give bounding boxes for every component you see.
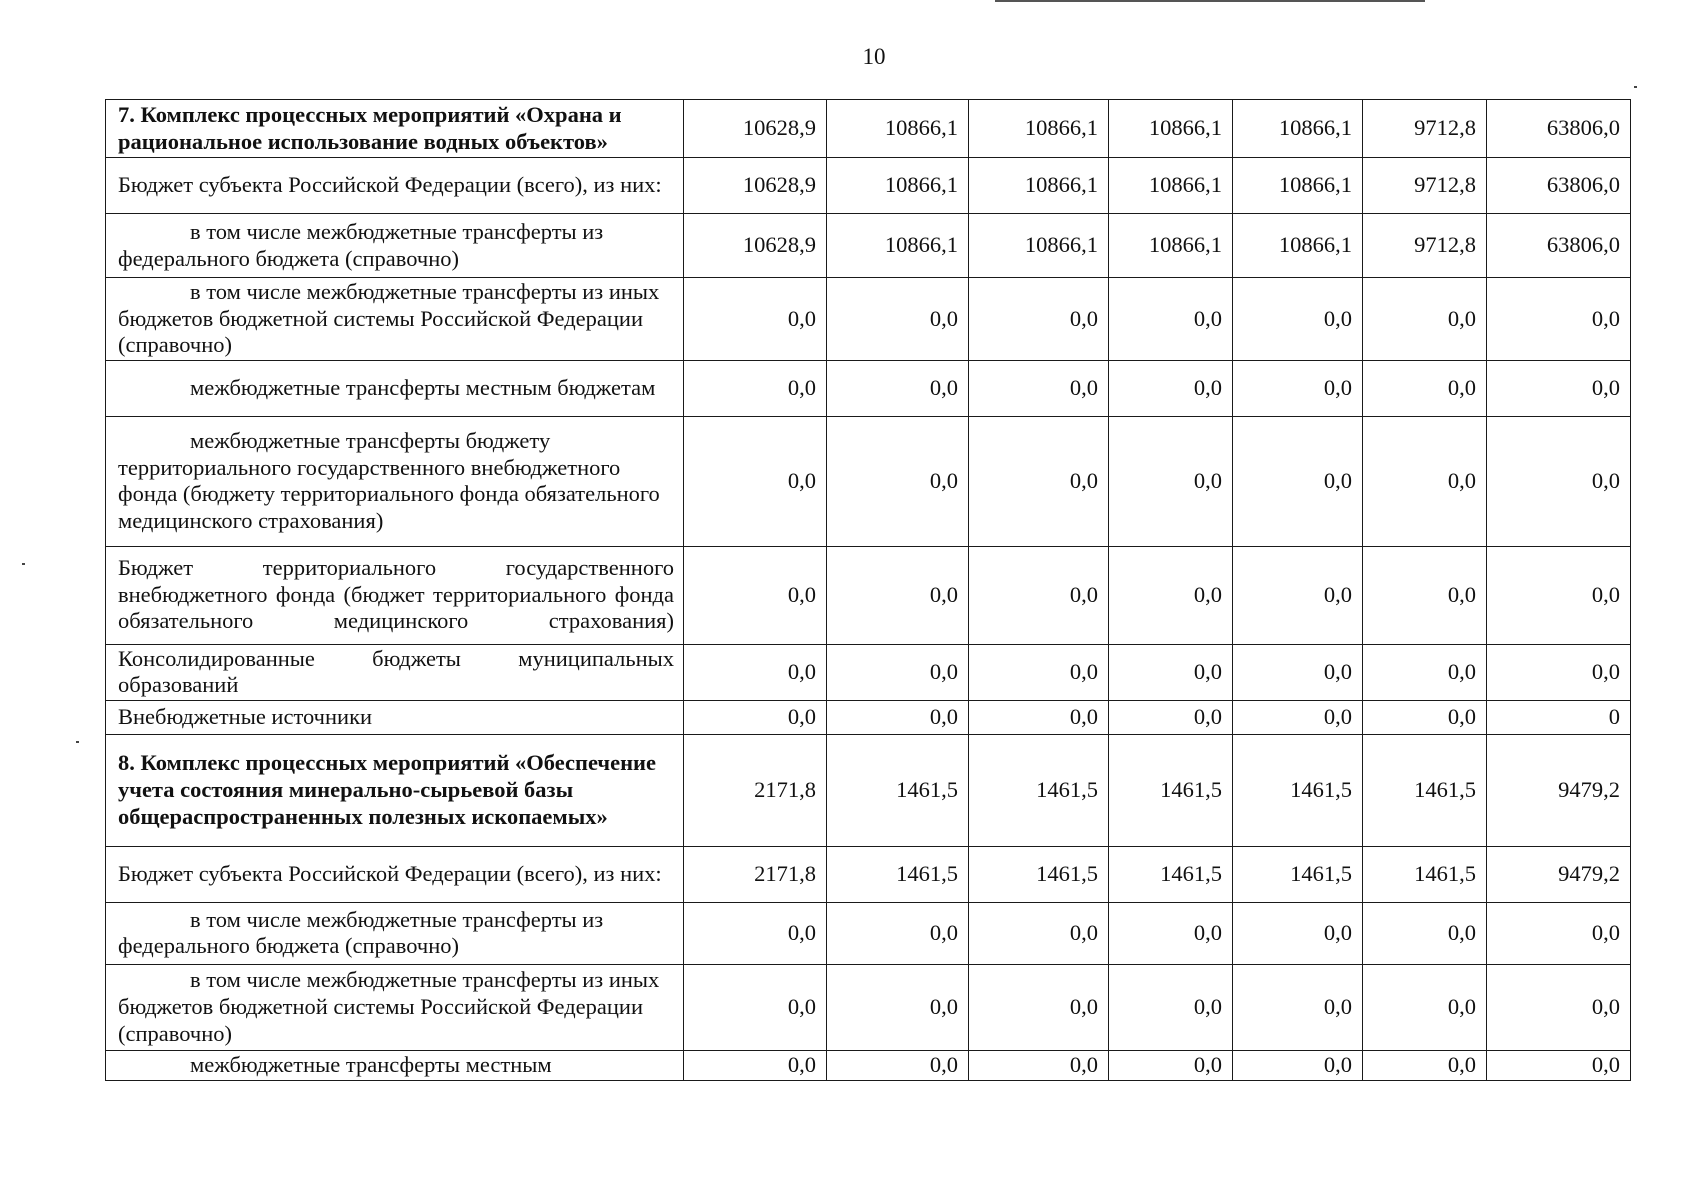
- value-cell: 0,0: [684, 644, 827, 700]
- row-label: межбюджетные трансферты бюджету территориального государственного внебюджетного фонда (бюджету территориального фонда обязательного медицинского страхования): [106, 416, 684, 546]
- value-cell: 0,0: [1487, 278, 1631, 361]
- value-cell: 1461,5: [969, 846, 1109, 902]
- value-cell: 0,0: [1363, 278, 1487, 361]
- value-cell: 0,0: [1109, 546, 1233, 644]
- value-cell: 0,0: [1363, 416, 1487, 546]
- value-cell: 0,0: [969, 278, 1109, 361]
- row-label: Бюджет территориального государственного внебюджетного фонда (бюджет территориального фонда обязательного медицинского страхования): [106, 546, 684, 644]
- value-cell: 10866,1: [827, 214, 969, 278]
- row-label: Консолидированные бюджеты муниципальных образований: [106, 644, 684, 700]
- value-cell: 0,0: [684, 964, 827, 1050]
- table-row: [106, 546, 1631, 644]
- value-cell: 0,0: [827, 360, 969, 416]
- value-cell: 0,0: [969, 546, 1109, 644]
- table-row: [106, 278, 1631, 361]
- value-cell: 0,0: [1487, 1050, 1631, 1080]
- value-cell: 0,0: [1487, 644, 1631, 700]
- value-cell: 9712,8: [1363, 100, 1487, 158]
- row-label: Внебюджетные источники: [106, 700, 684, 734]
- value-cell: 10628,9: [684, 100, 827, 158]
- value-cell: 0,0: [969, 700, 1109, 734]
- table-row: [106, 214, 1631, 278]
- row-label: 8. Комплекс процессных мероприятий «Обеспечение учета состояния минерально-сырьевой базы общераспространенных полезных ископаемых»: [106, 734, 684, 846]
- value-cell: 0,0: [969, 964, 1109, 1050]
- value-cell: 1461,5: [1233, 734, 1363, 846]
- row-label: Бюджет субъекта Российской Федерации (всего), из них:: [106, 846, 684, 902]
- value-cell: 9712,8: [1363, 214, 1487, 278]
- row-label: 7. Комплекс процессных мероприятий «Охрана и рациональное использование водных объектов»: [106, 100, 684, 158]
- value-cell: 0,0: [1109, 644, 1233, 700]
- value-cell: 0,0: [827, 1050, 969, 1080]
- table-row: [106, 700, 1631, 734]
- value-cell: 0,0: [684, 1050, 827, 1080]
- value-cell: 0,0: [969, 902, 1109, 964]
- value-cell: 10866,1: [1233, 214, 1363, 278]
- value-cell: 0,0: [684, 902, 827, 964]
- value-cell: 0,0: [827, 964, 969, 1050]
- value-cell: 0,0: [1233, 964, 1363, 1050]
- value-cell: 0,0: [1233, 278, 1363, 361]
- value-cell: 1461,5: [1109, 734, 1233, 846]
- value-cell: 0,0: [969, 360, 1109, 416]
- value-cell: 0,0: [1363, 644, 1487, 700]
- value-cell: 0,0: [684, 360, 827, 416]
- value-cell: 0,0: [827, 700, 969, 734]
- value-cell: 0,0: [1363, 546, 1487, 644]
- row-label: Бюджет субъекта Российской Федерации (всего), из них:: [106, 158, 684, 214]
- value-cell: 1461,5: [1363, 734, 1487, 846]
- value-cell: 0,0: [1109, 964, 1233, 1050]
- value-cell: 0,0: [969, 644, 1109, 700]
- value-cell: 0,0: [827, 902, 969, 964]
- value-cell: 1461,5: [1363, 846, 1487, 902]
- row-label: межбюджетные трансферты местным бюджетам: [106, 360, 684, 416]
- value-cell: 0,0: [684, 278, 827, 361]
- value-cell: 0,0: [969, 1050, 1109, 1080]
- value-cell: 0,0: [1109, 278, 1233, 361]
- value-cell: 0,0: [1487, 360, 1631, 416]
- value-cell: 0,0: [1487, 546, 1631, 644]
- value-cell: 0,0: [1233, 700, 1363, 734]
- scan-speck: [76, 741, 79, 743]
- value-cell: 0,0: [684, 546, 827, 644]
- value-cell: 0,0: [684, 700, 827, 734]
- value-cell: 0,0: [1233, 360, 1363, 416]
- value-cell: 0,0: [1109, 1050, 1233, 1080]
- row-label: в том числе межбюджетные трансферты из иных бюджетов бюджетной системы Российской Федерации (справочно): [106, 278, 684, 361]
- value-cell: 0,0: [1233, 416, 1363, 546]
- table-row: [106, 360, 1631, 416]
- value-cell: 63806,0: [1487, 100, 1631, 158]
- value-cell: 0,0: [1233, 902, 1363, 964]
- value-cell: 10866,1: [1109, 100, 1233, 158]
- value-cell: 0,0: [1233, 546, 1363, 644]
- value-cell: 0,0: [827, 278, 969, 361]
- row-label: в том числе межбюджетные трансферты из иных бюджетов бюджетной системы Российской Федерации (справочно): [106, 964, 684, 1050]
- value-cell: 10866,1: [827, 100, 969, 158]
- table-row: [106, 644, 1631, 700]
- table-row: [106, 964, 1631, 1050]
- value-cell: 0,0: [1109, 416, 1233, 546]
- value-cell: 0,0: [1363, 1050, 1487, 1080]
- value-cell: 1461,5: [1109, 846, 1233, 902]
- scan-speck: [22, 563, 25, 565]
- value-cell: 1461,5: [1233, 846, 1363, 902]
- table-row: [106, 902, 1631, 964]
- section-row: [106, 100, 1631, 158]
- value-cell: 0,0: [684, 416, 827, 546]
- value-cell: 9479,2: [1487, 734, 1631, 846]
- value-cell: 10628,9: [684, 214, 827, 278]
- value-cell: 10866,1: [969, 100, 1109, 158]
- table-row: [106, 158, 1631, 214]
- row-label: в том числе межбюджетные трансферты из федерального бюджета (справочно): [106, 214, 684, 278]
- value-cell: 63806,0: [1487, 158, 1631, 214]
- value-cell: 10866,1: [1109, 214, 1233, 278]
- value-cell: 1461,5: [827, 734, 969, 846]
- top-edge-rule: [995, 0, 1425, 2]
- value-cell: 10866,1: [1233, 158, 1363, 214]
- value-cell: 10866,1: [969, 158, 1109, 214]
- table-row: [106, 416, 1631, 546]
- value-cell: 10866,1: [827, 158, 969, 214]
- value-cell: 0,0: [1109, 360, 1233, 416]
- value-cell: 0,0: [1233, 644, 1363, 700]
- section-row: [106, 734, 1631, 846]
- value-cell: 1461,5: [969, 734, 1109, 846]
- value-cell: 0,0: [1487, 964, 1631, 1050]
- row-label: в том числе межбюджетные трансферты из федерального бюджета (справочно): [106, 902, 684, 964]
- value-cell: 10628,9: [684, 158, 827, 214]
- value-cell: 10866,1: [1233, 100, 1363, 158]
- value-cell: 2171,8: [684, 846, 827, 902]
- value-cell: 0,0: [827, 546, 969, 644]
- value-cell: 0,0: [1109, 902, 1233, 964]
- value-cell: 0,0: [827, 644, 969, 700]
- value-cell: 0,0: [1363, 360, 1487, 416]
- page-number: 10: [862, 44, 886, 69]
- value-cell: 0,0: [1109, 700, 1233, 734]
- value-cell: 1461,5: [827, 846, 969, 902]
- budget-table: [105, 99, 1631, 1081]
- value-cell: 10866,1: [1109, 158, 1233, 214]
- value-cell: 0,0: [1363, 700, 1487, 734]
- value-cell: 9479,2: [1487, 846, 1631, 902]
- value-cell: 63806,0: [1487, 214, 1631, 278]
- value-cell: 0: [1487, 700, 1631, 734]
- value-cell: 0,0: [827, 416, 969, 546]
- row-label: межбюджетные трансферты местным: [106, 1050, 684, 1080]
- scan-speck: [1634, 86, 1637, 88]
- value-cell: 0,0: [1233, 1050, 1363, 1080]
- table-body: [106, 100, 1631, 1081]
- value-cell: 0,0: [1487, 902, 1631, 964]
- value-cell: 0,0: [1363, 964, 1487, 1050]
- table-row: [106, 846, 1631, 902]
- value-cell: 9712,8: [1363, 158, 1487, 214]
- value-cell: 0,0: [1363, 902, 1487, 964]
- value-cell: 0,0: [1487, 416, 1631, 546]
- value-cell: 0,0: [969, 416, 1109, 546]
- value-cell: 10866,1: [969, 214, 1109, 278]
- value-cell: 2171,8: [684, 734, 827, 846]
- table-row: [106, 1050, 1631, 1080]
